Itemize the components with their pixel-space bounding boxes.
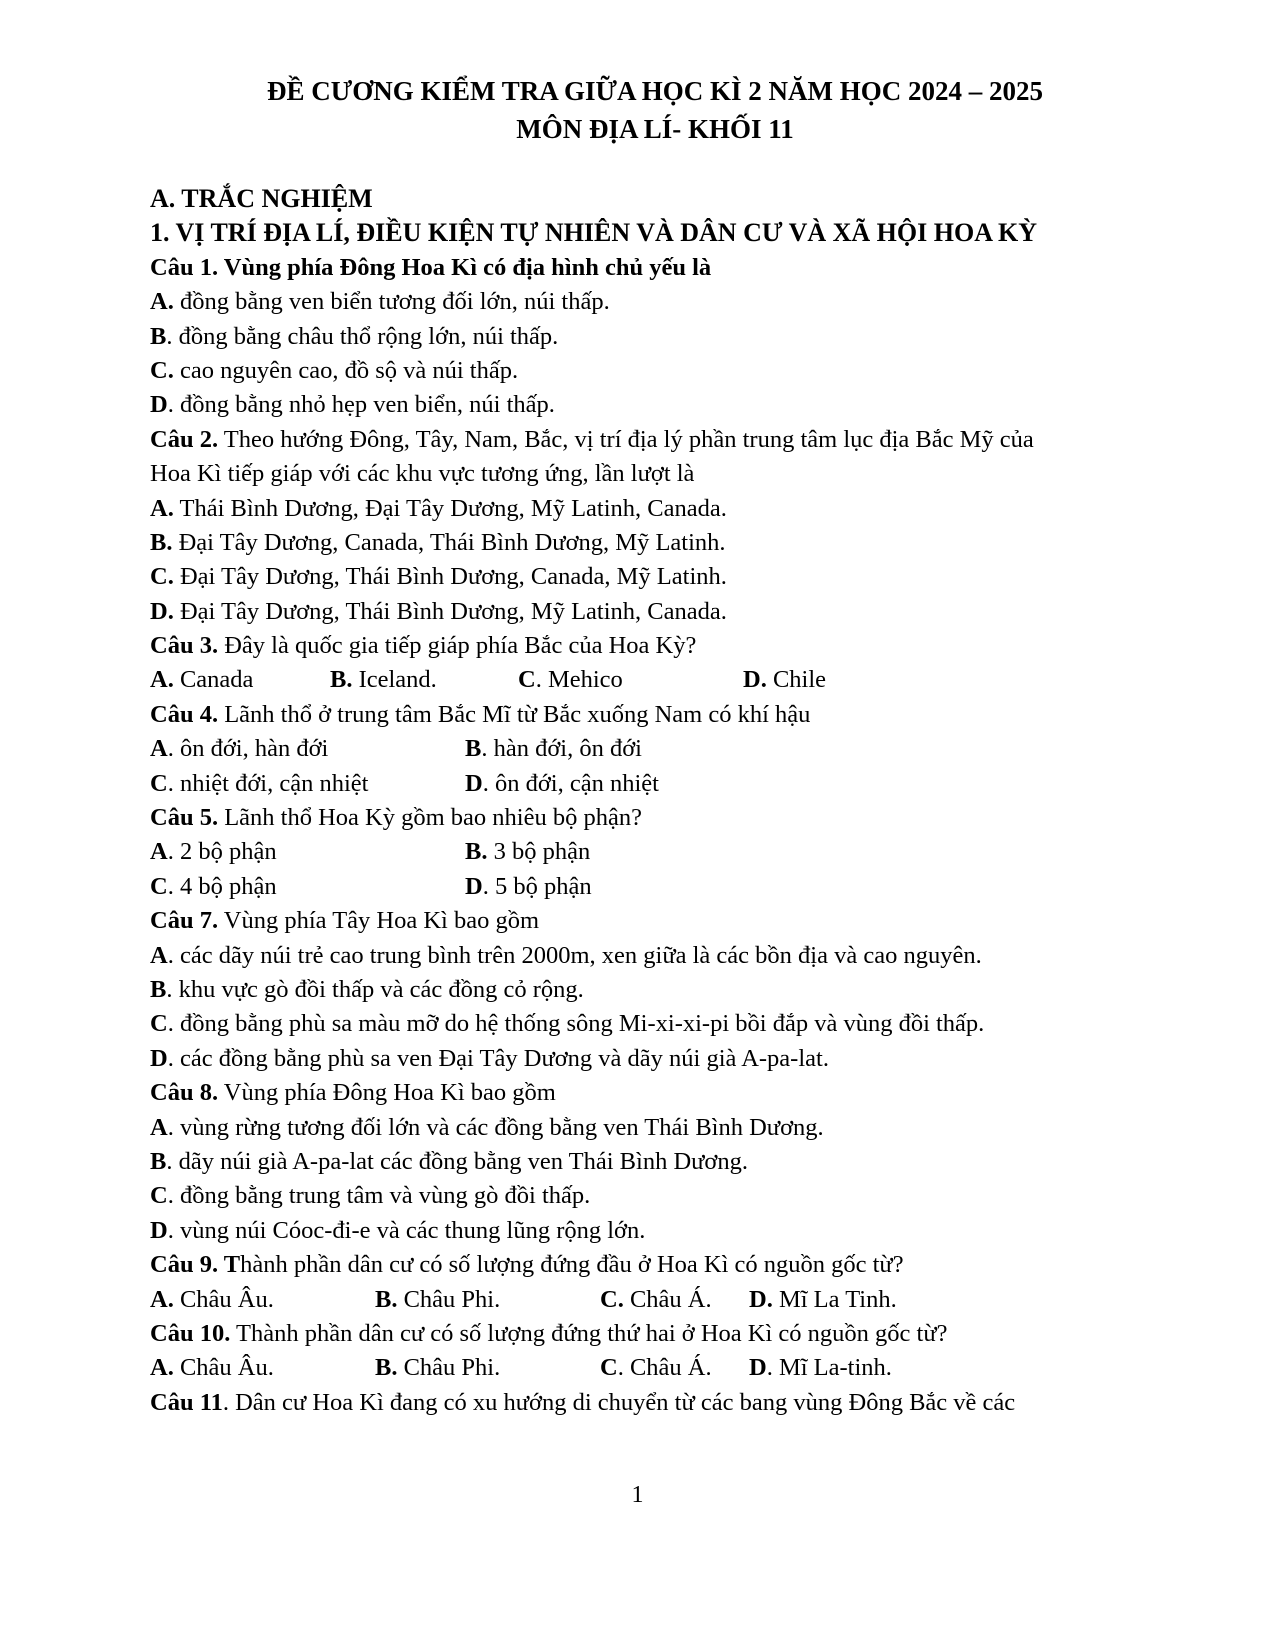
- option: [150, 1007, 1130, 1041]
- question-8: [150, 1076, 1130, 1110]
- option: [150, 870, 465, 904]
- option: [150, 1111, 1130, 1145]
- option-letter: C: [518, 666, 536, 694]
- option-letter: D: [150, 1216, 168, 1244]
- question-2: [150, 423, 1130, 457]
- question-label: Câu 7.: [150, 907, 219, 935]
- option-text: Thái Bình Dương, Đại Tây Dương, Mỹ Latinh, Canada.: [173, 494, 727, 522]
- topic-heading-1: 1. VỊ TRÍ ĐỊA LÍ, ĐIỀU KIỆN TỰ NHIÊN VÀ DÂN CƯ VÀ XÃ HỘI HOA KỲ: [150, 218, 1038, 248]
- option: [375, 1283, 600, 1317]
- question-label: Câu 1.: [150, 253, 219, 281]
- option-letter: C: [150, 1010, 168, 1038]
- question-label: Câu 5.: [150, 804, 219, 832]
- option-letter: A.: [150, 1354, 174, 1382]
- option-text: . Châu Á.: [617, 1354, 712, 1382]
- option: [150, 1214, 1130, 1248]
- document-subtitle: MÔN ĐỊA LÍ- KHỐI 11: [516, 114, 794, 144]
- option-text: Châu Âu.: [173, 1354, 274, 1382]
- option: [465, 732, 765, 766]
- option-letter: B: [465, 735, 482, 763]
- option-letter: C: [150, 872, 168, 900]
- option: [330, 663, 518, 697]
- option-letter: B.: [375, 1285, 398, 1313]
- question-text: Lãnh thổ Hoa Kỳ gồm bao nhiêu bộ phận?: [218, 804, 642, 832]
- question-text: hành phần dân cư có số lượng đứng đầu ở Hoa Kì có nguồn gốc từ?: [240, 1251, 904, 1279]
- question-text: Vùng phía Đông Hoa Kì có địa hình chủ yếu là: [218, 253, 712, 281]
- question-text: Đây là quốc gia tiếp giáp phía Bắc của Hoa Kỳ?: [218, 632, 697, 660]
- option-text: . hàn đới, ôn đới: [481, 735, 642, 763]
- document-title: ĐỀ CƯƠNG KIỂM TRA GIỮA HỌC KÌ 2 NĂM HỌC 2024 – 2025: [266, 76, 1044, 106]
- options-row: [150, 767, 1130, 801]
- question-7: [150, 904, 1130, 938]
- option: [465, 835, 765, 869]
- option: [749, 1283, 949, 1317]
- question-label: Câu 11: [150, 1388, 223, 1416]
- option-letter: B.: [330, 666, 353, 694]
- option-letter: A: [150, 838, 168, 866]
- question-label: Câu 3.: [150, 632, 219, 660]
- option-letter: A.: [150, 1285, 174, 1313]
- question-label: Câu 4.: [150, 700, 219, 728]
- question-2-continued: Hoa Kì tiếp giáp với các khu vực tương ứng, lần lượt là: [150, 460, 695, 488]
- option-letter: D.: [150, 597, 174, 625]
- option-text: 3 bộ phận: [487, 838, 591, 866]
- page-number: 1: [631, 1482, 644, 1508]
- option: [150, 388, 1130, 422]
- option-text: Châu Âu.: [173, 1285, 274, 1313]
- question-label: Câu 8.: [150, 1079, 219, 1107]
- option: [150, 320, 1130, 354]
- question-text: . Dân cư Hoa Kì đang có xu hướng di chuyển từ các bang vùng Đông Bắc về các: [222, 1388, 1016, 1416]
- question-label: Câu 10.: [150, 1319, 231, 1347]
- option: [150, 663, 330, 697]
- option: [749, 1351, 949, 1385]
- option-text: Châu Phi.: [397, 1354, 501, 1382]
- option-text: . Mĩ La-tinh.: [766, 1354, 892, 1382]
- option: [518, 663, 743, 697]
- option-text: . ôn đới, hàn đới: [167, 735, 329, 763]
- question-10: [150, 1317, 1130, 1351]
- option-text: cao nguyên cao, đồ sộ và núi thấp.: [173, 356, 519, 384]
- options-row: [150, 835, 1130, 869]
- options-row: [150, 1351, 1130, 1385]
- question-1: [150, 251, 1130, 285]
- option-letter: A: [150, 735, 168, 763]
- option: [150, 285, 1130, 319]
- option-text: . khu vực gò đồi thấp và các đồng cỏ rộng.: [166, 975, 584, 1003]
- option-letter: A.: [150, 666, 174, 694]
- option-text: . Mehico: [535, 666, 623, 694]
- option-text: Iceland.: [352, 666, 437, 694]
- option: [150, 354, 1130, 388]
- option-letter: C.: [150, 356, 174, 384]
- option-letter: B.: [150, 528, 173, 556]
- option-letter: A.: [150, 494, 174, 522]
- section-heading-a: A. TRẮC NGHIỆM: [150, 184, 373, 213]
- options-row: [150, 732, 1130, 766]
- option-text: . đồng bằng trung tâm và vùng gò đồi thấp.: [167, 1182, 591, 1210]
- option-letter: D: [465, 872, 483, 900]
- option: [150, 1351, 375, 1385]
- option-letter: D: [465, 769, 483, 797]
- option: [150, 1283, 375, 1317]
- option-text: . các dãy núi trẻ cao trung bình trên 2000m, xen giữa là các bồn địa và cao nguyên.: [167, 941, 982, 969]
- option-text: . ôn đới, cận nhiệt: [482, 769, 659, 797]
- question-text: Theo hướng Đông, Tây, Nam, Bắc, vị trí địa lý phần trung tâm lục địa Bắc Mỹ của: [218, 425, 1034, 453]
- question-label: Câu 9. T: [150, 1251, 241, 1279]
- question-text: Vùng phía Đông Hoa Kì bao gồm: [218, 1079, 556, 1107]
- option-letter: D: [749, 1354, 767, 1382]
- option-text: . đồng bằng phù sa màu mỡ do hệ thống sông Mi-xi-xi-pi bồi đắp và vùng đồi thấp.: [167, 1010, 985, 1038]
- option-text: . vùng núi Cóoc-đi-e và các thung lũng rộng lớn.: [167, 1216, 646, 1244]
- option: [150, 560, 1130, 594]
- option: [375, 1351, 600, 1385]
- option: [150, 835, 465, 869]
- question-4: [150, 698, 1130, 732]
- question-3: [150, 629, 1130, 663]
- option-text: Đại Tây Dương, Canada, Thái Bình Dương, Mỹ Latinh.: [172, 528, 726, 556]
- option-letter: C: [150, 769, 168, 797]
- option-letter: C: [600, 1354, 618, 1382]
- option: [465, 767, 765, 801]
- option-text: . 5 bộ phận: [482, 872, 592, 900]
- option-letter: B.: [465, 838, 488, 866]
- option-text: Đại Tây Dương, Thái Bình Dương, Canada, Mỹ Latinh.: [173, 563, 727, 591]
- option: [465, 870, 765, 904]
- option-text: . đồng bằng nhỏ hẹp ven biển, núi thấp.: [167, 391, 555, 419]
- option-letter: D: [150, 391, 168, 419]
- option-text: Đại Tây Dương, Thái Bình Dương, Mỹ Latinh, Canada.: [173, 597, 727, 625]
- option-letter: C.: [150, 563, 174, 591]
- option-text: . dãy núi già A-pa-lat các đồng bằng ven Thái Bình Dương.: [166, 1147, 749, 1175]
- option-letter: B: [150, 975, 167, 1003]
- option-text: . đồng bằng châu thổ rộng lớn, núi thấp.: [166, 322, 559, 350]
- option-letter: C: [150, 1182, 168, 1210]
- option-letter: D.: [749, 1285, 773, 1313]
- option-text: . nhiệt đới, cận nhiệt: [167, 769, 369, 797]
- question-11: [150, 1386, 1130, 1420]
- option-letter: A: [150, 1113, 168, 1141]
- option-text: đồng bằng ven biển tương đối lớn, núi thấp.: [173, 288, 610, 316]
- option: [150, 973, 1130, 1007]
- option: [150, 939, 1130, 973]
- option-text: . 4 bộ phận: [167, 872, 277, 900]
- option: [600, 1351, 749, 1385]
- option-text: . vùng rừng tương đối lớn và các đồng bằng ven Thái Bình Dương.: [167, 1113, 824, 1141]
- option: [150, 767, 465, 801]
- option-text: Chile: [766, 666, 827, 694]
- option: [150, 1145, 1130, 1179]
- option: [150, 1179, 1130, 1213]
- option-letter: A.: [150, 288, 174, 316]
- option-text: . các đồng bằng phù sa ven Đại Tây Dương và dãy núi già A-pa-lat.: [167, 1044, 829, 1072]
- options-row: [150, 663, 1130, 697]
- option-letter: C.: [600, 1285, 624, 1313]
- option-letter: A: [150, 941, 168, 969]
- question-label: Câu 2.: [150, 425, 219, 453]
- option: [150, 492, 1130, 526]
- option-letter: B: [150, 322, 167, 350]
- option-letter: D: [150, 1044, 168, 1072]
- question-text: Vùng phía Tây Hoa Kì bao gồm: [218, 907, 540, 935]
- option: [150, 1042, 1130, 1076]
- option-text: . 2 bộ phận: [167, 838, 277, 866]
- option: [150, 526, 1130, 560]
- option: [600, 1283, 749, 1317]
- option-letter: B.: [375, 1354, 398, 1382]
- document-body: [150, 182, 1130, 1420]
- option-letter: B: [150, 1147, 167, 1175]
- option: [150, 595, 1130, 629]
- option-text: Châu Phi.: [397, 1285, 501, 1313]
- question-5: [150, 801, 1130, 835]
- question-text: Thành phần dân cư có số lượng đứng thứ hai ở Hoa Kì có nguồn gốc từ?: [230, 1319, 948, 1347]
- option-text: Mĩ La Tinh.: [772, 1285, 897, 1313]
- options-row: [150, 870, 1130, 904]
- question-9: [150, 1248, 1130, 1282]
- option-text: Canada: [173, 666, 254, 694]
- option-letter: D.: [743, 666, 767, 694]
- option-text: Châu Á.: [623, 1285, 712, 1313]
- option: [150, 732, 465, 766]
- option: [743, 663, 923, 697]
- question-text: Lãnh thổ ở trung tâm Bắc Mĩ từ Bắc xuống Nam có khí hậu: [218, 700, 811, 728]
- options-row: [150, 1283, 1130, 1317]
